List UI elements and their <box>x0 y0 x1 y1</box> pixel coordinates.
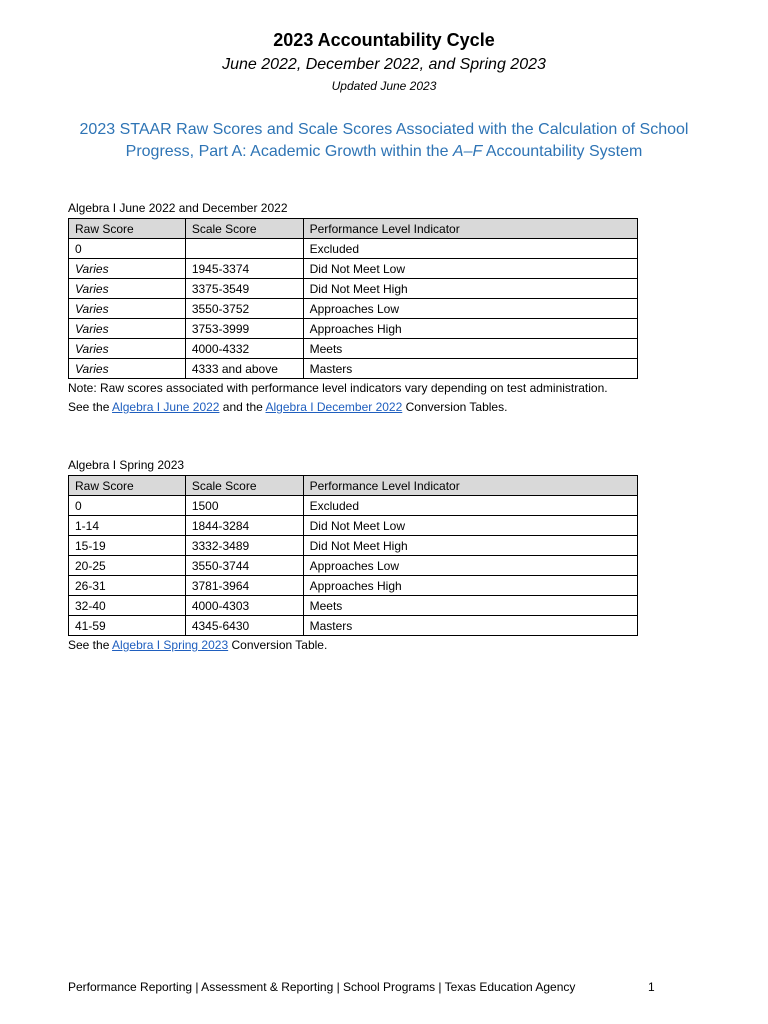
see-prefix: See the <box>68 638 113 652</box>
table1 <box>68 218 638 379</box>
table-row <box>69 239 638 259</box>
performance-level-cell: Did Not Meet Low <box>303 516 637 536</box>
table1-caption: Algebra I June 2022 and December 2022 <box>68 201 288 215</box>
raw-score-cell: Varies <box>69 359 186 379</box>
table-row <box>69 596 638 616</box>
table-row <box>69 319 638 339</box>
algebra-december-2022-link[interactable]: Algebra I December 2022 <box>265 400 403 414</box>
raw-score-cell: Varies <box>69 299 186 319</box>
algebra-june-2022-link[interactable]: Algebra I June 2022 <box>112 400 220 414</box>
table1-see-links <box>68 400 507 414</box>
table-row <box>69 279 638 299</box>
performance-level-cell: Approaches Low <box>303 299 637 319</box>
performance-level-cell: Excluded <box>303 496 637 516</box>
scale-score-cell: 3375-3549 <box>185 279 303 299</box>
performance-level-cell: Meets <box>303 596 637 616</box>
raw-score-cell: 26-31 <box>69 576 186 596</box>
performance-level-cell: Approaches High <box>303 576 637 596</box>
document-title: 2023 Accountability Cycle <box>273 30 495 50</box>
scale-score-cell: 3550-3752 <box>185 299 303 319</box>
scale-score-cell: 1945-3374 <box>185 259 303 279</box>
performance-level-cell: Excluded <box>303 239 637 259</box>
document-subtitle: June 2022, December 2022, and Spring 2023 <box>222 56 546 73</box>
heading-line2-b: Accountability System <box>482 143 643 160</box>
heading-line2-italic: A–F <box>452 143 483 160</box>
raw-score-cell: 1-14 <box>69 516 186 536</box>
table-row <box>69 616 638 636</box>
scale-score-cell <box>185 239 303 259</box>
page-number: 1 <box>648 980 655 994</box>
performance-level-cell: Meets <box>303 339 637 359</box>
page-footer: Performance Reporting | Assessment & Reporting | School Programs | Texas Education Agency <box>68 980 576 994</box>
table-row <box>69 359 638 379</box>
col-header-performance-level: Performance Level Indicator <box>303 219 637 239</box>
performance-level-cell: Did Not Meet High <box>303 279 637 299</box>
see-suffix: Conversion Table. <box>228 638 328 652</box>
section-heading <box>70 119 698 163</box>
raw-score-cell: Varies <box>69 259 186 279</box>
table-row <box>69 576 638 596</box>
raw-score-cell: 0 <box>69 496 186 516</box>
performance-level-cell: Did Not Meet High <box>303 536 637 556</box>
algebra-spring-2023-link[interactable]: Algebra I Spring 2023 <box>112 638 229 652</box>
performance-level-cell: Masters <box>303 359 637 379</box>
table1-note: Note: Raw scores associated with performance level indicators vary depending on test administration. <box>68 381 608 395</box>
see-prefix: See the <box>68 400 113 414</box>
raw-score-cell: 41-59 <box>69 616 186 636</box>
table-header-row <box>69 476 638 496</box>
raw-score-cell: Varies <box>69 279 186 299</box>
performance-level-cell: Approaches Low <box>303 556 637 576</box>
raw-score-cell: Varies <box>69 319 186 339</box>
updated-date: Updated June 2023 <box>331 79 437 93</box>
col-header-scale-score: Scale Score <box>185 476 303 496</box>
raw-score-cell: 20-25 <box>69 556 186 576</box>
table-row <box>69 516 638 536</box>
table-row <box>69 339 638 359</box>
scale-score-cell: 1500 <box>185 496 303 516</box>
col-header-raw-score: Raw Score <box>69 476 186 496</box>
col-header-raw-score: Raw Score <box>69 219 186 239</box>
raw-score-cell: 0 <box>69 239 186 259</box>
heading-line1: 2023 STAAR Raw Scores and Scale Scores Associated with the Calculation of School <box>79 121 689 138</box>
scale-score-cell: 3753-3999 <box>185 319 303 339</box>
scale-score-cell: 3332-3489 <box>185 536 303 556</box>
scale-score-cell: 4000-4303 <box>185 596 303 616</box>
scale-score-cell: 1844-3284 <box>185 516 303 536</box>
table-row <box>69 299 638 319</box>
col-header-performance-level: Performance Level Indicator <box>303 476 637 496</box>
see-mid: and the <box>219 400 266 414</box>
performance-level-cell: Approaches High <box>303 319 637 339</box>
scale-score-cell: 3781-3964 <box>185 576 303 596</box>
raw-score-cell: 32-40 <box>69 596 186 616</box>
scale-score-cell: 4345-6430 <box>185 616 303 636</box>
table2-caption: Algebra I Spring 2023 <box>68 458 185 472</box>
raw-score-cell: Varies <box>69 339 186 359</box>
scale-score-cell: 3550-3744 <box>185 556 303 576</box>
table-row <box>69 496 638 516</box>
col-header-scale-score: Scale Score <box>185 219 303 239</box>
raw-score-cell: 15-19 <box>69 536 186 556</box>
performance-level-cell: Masters <box>303 616 637 636</box>
table-row <box>69 536 638 556</box>
table-header-row <box>69 219 638 239</box>
heading-line2-a: Progress, Part A: Academic Growth within the <box>125 143 453 160</box>
table2 <box>68 475 638 636</box>
performance-level-cell: Did Not Meet Low <box>303 259 637 279</box>
table-row <box>69 259 638 279</box>
table-row <box>69 556 638 576</box>
see-suffix: Conversion Tables. <box>402 400 508 414</box>
table2-see-links <box>68 638 327 652</box>
scale-score-cell: 4000-4332 <box>185 339 303 359</box>
scale-score-cell: 4333 and above <box>185 359 303 379</box>
